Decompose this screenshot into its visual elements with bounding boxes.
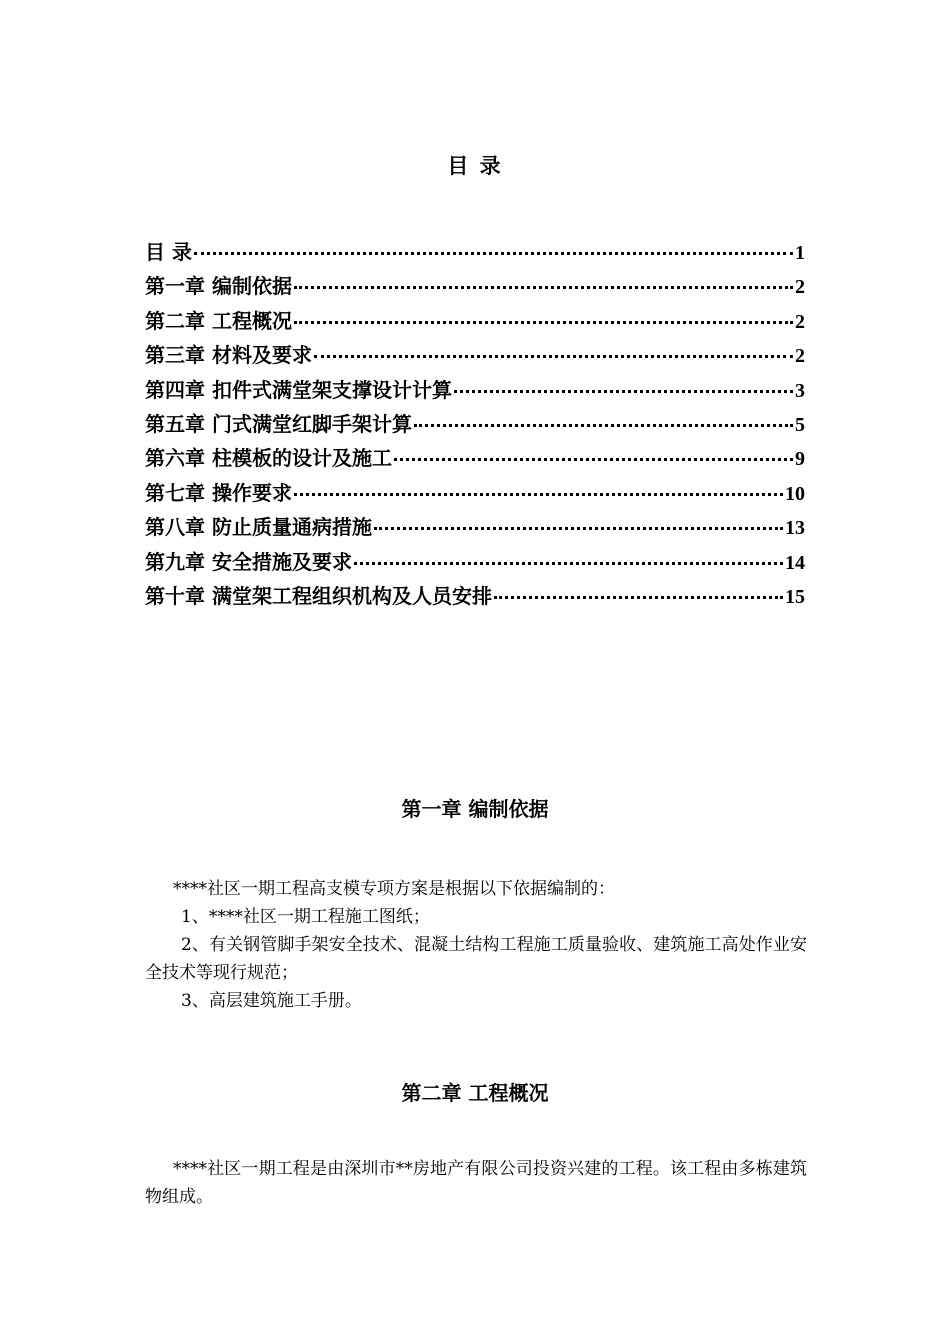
toc-item-chapter-8[interactable]	[145, 511, 805, 545]
toc-item-chapter-3[interactable]	[145, 339, 805, 373]
toc-item-label: 第一章 编制依据	[145, 274, 292, 299]
toc-item-label: 第四章 扣件式满堂架支撑设计计算	[145, 377, 452, 402]
toc-item-page: 2	[795, 345, 805, 368]
toc-item-page: 5	[795, 413, 805, 436]
chapter-1-heading: 第一章 编制依据	[401, 797, 549, 821]
toc-item-chapter-2[interactable]	[145, 305, 805, 339]
toc-item-chapter-4[interactable]	[145, 374, 805, 408]
toc-item-page: 3	[795, 379, 805, 402]
toc-item-page: 10	[785, 482, 805, 505]
toc-item-chapter-9[interactable]	[145, 546, 805, 580]
toc-leader-dots	[494, 596, 783, 599]
toc-item-label: 目 录	[145, 240, 192, 264]
chapter-1-paragraph: 2、有关钢管脚手架安全技术、混凝土结构工程施工质量验收、建筑施工高处作业安全技术等现行规范；	[145, 935, 807, 983]
toc-leader-dots	[394, 458, 793, 461]
table-of-contents	[145, 236, 805, 614]
toc-item-chapter-7[interactable]	[145, 477, 805, 511]
toc-leader-dots	[294, 321, 793, 324]
toc-item-label: 第五章 门式满堂红脚手架计算	[145, 411, 412, 436]
toc-leader-dots	[354, 562, 783, 565]
toc-leader-dots	[194, 252, 793, 255]
toc-item-contents[interactable]	[145, 236, 805, 270]
toc-item-label: 第七章 操作要求	[145, 480, 292, 505]
toc-leader-dots	[454, 390, 793, 393]
toc-item-chapter-1[interactable]	[145, 270, 805, 304]
toc-leader-dots	[374, 527, 783, 530]
toc-item-page: 14	[785, 551, 805, 574]
toc-item-page: 15	[785, 585, 805, 608]
chapter-1-paragraph: 3、高层建筑施工手册。	[181, 991, 362, 1011]
toc-leader-dots	[414, 424, 793, 427]
chapter-1-paragraph: 1、****社区一期工程施工图纸；	[181, 907, 430, 927]
toc-item-chapter-10[interactable]	[145, 580, 805, 614]
toc-item-page: 9	[795, 448, 805, 471]
toc-item-label: 第六章 柱模板的设计及施工	[145, 446, 392, 471]
toc-item-label: 第三章 材料及要求	[145, 343, 312, 368]
toc-item-label: 第二章 工程概况	[145, 308, 292, 333]
chapter-1-paragraph: ****社区一期工程高支模专项方案是根据以下依据编制的：	[173, 879, 615, 899]
toc-leader-dots	[294, 493, 783, 496]
toc-title: 目 录	[447, 153, 503, 178]
toc-item-page: 13	[785, 517, 805, 540]
toc-item-label: 第八章 防止质量通病措施	[145, 515, 372, 540]
toc-item-chapter-6[interactable]	[145, 442, 805, 476]
toc-item-page: 2	[795, 310, 805, 333]
toc-leader-dots	[314, 355, 793, 358]
toc-item-chapter-5[interactable]	[145, 408, 805, 442]
toc-leader-dots	[294, 286, 793, 289]
chapter-2-heading: 第二章 工程概况	[401, 1081, 549, 1105]
toc-item-page: 2	[795, 276, 805, 299]
toc-item-label: 第九章 安全措施及要求	[145, 549, 352, 574]
toc-item-label: 第十章 满堂架工程组织机构及人员安排	[145, 583, 492, 608]
chapter-2-paragraph: ****社区一期工程是由深圳市**房地产有限公司投资兴建的工程。该工程由多栋建筑物组成。	[145, 1159, 807, 1207]
toc-item-page: 1	[795, 242, 805, 264]
